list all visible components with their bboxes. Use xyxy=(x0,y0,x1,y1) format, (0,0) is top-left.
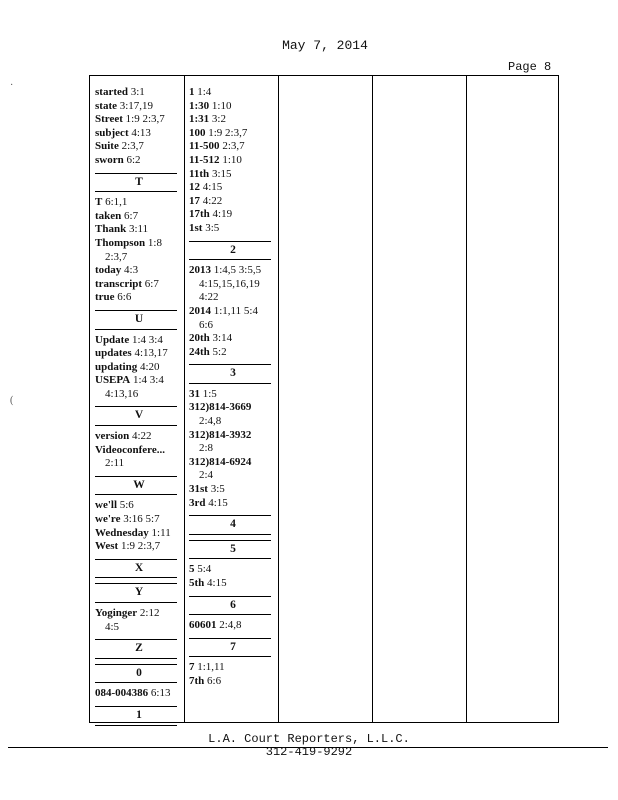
index-entry xyxy=(95,540,183,554)
section-rule xyxy=(95,310,177,311)
index-word: T xyxy=(95,196,103,209)
index-refs: 4:15 xyxy=(205,496,228,509)
section-letter: 7 xyxy=(230,640,236,653)
index-refs: 3:2 xyxy=(209,113,226,126)
index-word: version xyxy=(95,430,130,443)
section-rule xyxy=(95,682,177,683)
index-refs: 6:6 xyxy=(114,291,132,304)
index-entry xyxy=(95,223,183,237)
index-refs: 3:5 xyxy=(202,221,220,234)
index-refs: 4:22 xyxy=(200,194,223,207)
index-refs-continued: 4:5 xyxy=(105,620,120,633)
index-entry xyxy=(95,444,183,458)
index-word: we'll xyxy=(95,499,117,512)
section-rule xyxy=(189,241,271,242)
index-word: 7th xyxy=(189,674,205,687)
index-word: Street xyxy=(95,113,123,126)
index-word: today xyxy=(95,264,122,277)
index-entry xyxy=(189,442,277,456)
section-rule xyxy=(189,614,271,615)
index-entry xyxy=(95,113,183,127)
index-refs: 3:11 xyxy=(126,223,149,236)
page-number: Page 8 xyxy=(508,60,552,74)
index-word: 2013 xyxy=(189,264,211,277)
index-refs: 4:15 xyxy=(204,577,227,589)
section-rule xyxy=(189,515,271,516)
index-entry xyxy=(95,210,183,224)
index-word: Videoconfere... xyxy=(95,443,165,456)
index-entry xyxy=(189,415,277,429)
section-letter: 5 xyxy=(230,542,236,555)
index-refs: 6:7 xyxy=(121,209,139,222)
index-refs: 6:1,1 xyxy=(102,196,128,209)
index-entry xyxy=(189,86,277,100)
index-refs: 1:9 2:3,7 xyxy=(205,126,248,139)
index-refs: 1:9 2:3,7 xyxy=(122,113,165,126)
index-entry xyxy=(189,497,277,511)
index-refs: 1:4 xyxy=(194,86,212,98)
index-word: USEPA xyxy=(95,374,131,387)
section-rule xyxy=(95,425,177,426)
index-refs: 6:13 xyxy=(148,687,171,700)
index-entry xyxy=(189,563,277,577)
index-entry xyxy=(189,483,277,497)
index-entry xyxy=(95,196,183,210)
index-entry xyxy=(189,577,277,591)
index-entry xyxy=(189,291,277,305)
index-entry xyxy=(189,208,277,222)
index-refs: 5:6 xyxy=(117,499,134,512)
section-rule xyxy=(95,476,177,477)
section-letter: 1 xyxy=(136,708,142,721)
index-entry xyxy=(189,401,277,415)
section-rule xyxy=(189,638,271,639)
index-entry xyxy=(95,127,183,141)
index-word: updates xyxy=(95,347,132,360)
index-refs: 5:4 xyxy=(194,563,212,576)
index-entry xyxy=(189,429,277,443)
index-word: transcript xyxy=(95,277,143,290)
index-refs: 1:1,11 xyxy=(194,661,225,674)
index-refs-continued: 2:4 xyxy=(199,469,214,482)
section-letter: T xyxy=(135,175,143,188)
index-refs: 4:13 xyxy=(128,126,151,139)
index-entry xyxy=(189,619,277,633)
section-letter: W xyxy=(133,478,145,491)
section-letter: 0 xyxy=(136,666,142,679)
section-rule xyxy=(189,558,271,559)
index-word: Yoginger xyxy=(95,607,138,619)
index-word: 11-512 xyxy=(189,153,220,166)
index-word: Thank xyxy=(95,223,127,236)
index-refs: 4:15 xyxy=(200,181,223,194)
index-refs: 1:4,5 3:5,5 xyxy=(211,264,262,277)
index-refs: 3:14 xyxy=(209,332,233,345)
index-word: sworn xyxy=(95,153,124,166)
index-entry xyxy=(189,456,277,470)
index-refs: 2:12 xyxy=(137,607,160,619)
index-word: true xyxy=(95,291,115,304)
index-entry xyxy=(189,675,277,689)
index-word: 2014 xyxy=(189,304,211,317)
index-word: we're xyxy=(95,513,121,526)
margin-mark: · xyxy=(10,80,14,91)
section-rule xyxy=(95,577,177,578)
index-refs-continued: 6:6 xyxy=(199,318,214,331)
index-word: 312)814-6924 xyxy=(189,455,252,468)
index-entry xyxy=(95,86,183,100)
index-entry xyxy=(95,513,183,527)
index-entry xyxy=(189,100,277,114)
index-word: 3rd xyxy=(189,496,206,509)
index-word: 5 xyxy=(189,563,195,576)
section-letter: X xyxy=(134,561,144,574)
index-word: 20th xyxy=(189,332,210,345)
index-refs-continued: 2:8 xyxy=(199,442,214,455)
index-refs: 3:15 xyxy=(209,167,232,180)
index-word: 31st xyxy=(189,483,208,496)
index-word: 60601 xyxy=(189,619,217,632)
index-entry xyxy=(95,140,183,154)
column-divider xyxy=(278,75,279,723)
index-word: 312)814-3669 xyxy=(189,401,252,414)
index-refs: 1:10 xyxy=(209,99,232,112)
section-rule xyxy=(95,706,177,707)
index-refs: 1:9 2:3,7 xyxy=(118,540,161,553)
index-word: 1:30 xyxy=(189,99,210,112)
index-entry xyxy=(189,195,277,209)
index-entry xyxy=(189,168,277,182)
index-refs: 2:4,8 xyxy=(216,619,242,632)
index-refs: 4:22 xyxy=(129,430,152,443)
index-refs-continued: 4:13,16 xyxy=(105,387,139,400)
index-entry xyxy=(95,607,183,621)
index-entry xyxy=(189,181,277,195)
footer-phone: 312-419-9292 xyxy=(265,745,353,759)
section-rule xyxy=(95,191,177,192)
index-word: started xyxy=(95,86,128,98)
section-rule xyxy=(95,725,177,726)
index-entry xyxy=(95,278,183,292)
index-entry xyxy=(95,374,183,388)
section-letter: 3 xyxy=(230,367,236,380)
index-word: state xyxy=(95,99,117,112)
index-refs: 1:5 xyxy=(200,387,217,400)
index-entry xyxy=(189,154,277,168)
section-rule xyxy=(95,639,177,640)
index-entry xyxy=(189,319,277,333)
index-entry xyxy=(95,361,183,375)
index-entry xyxy=(95,388,183,402)
index-refs: 1:1,11 5:4 xyxy=(211,304,258,317)
index-refs: 6:6 xyxy=(204,674,222,687)
index-entry xyxy=(95,347,183,361)
index-word: 24th xyxy=(189,345,210,358)
index-entry xyxy=(95,237,183,251)
index-word: 17 xyxy=(189,194,200,207)
index-entry xyxy=(95,527,183,541)
index-entry xyxy=(189,661,277,675)
index-entry xyxy=(189,388,277,402)
index-entry xyxy=(95,251,183,265)
index-word: West xyxy=(95,540,119,553)
index-word: 17th xyxy=(189,208,210,221)
index-refs: 1:8 xyxy=(145,236,162,249)
section-rule xyxy=(95,406,177,407)
section-rule xyxy=(189,364,271,365)
index-refs: 4:3 xyxy=(121,264,139,277)
index-word: Suite xyxy=(95,140,119,153)
index-entry xyxy=(95,291,183,305)
section-letter: 2 xyxy=(230,243,236,256)
index-word: 7 xyxy=(189,661,195,674)
index-refs: 1:4 3:4 xyxy=(129,333,163,346)
section-rule xyxy=(95,664,177,665)
index-word: 5th xyxy=(189,577,205,589)
index-refs: 1:11 xyxy=(148,526,171,539)
index-column-1 xyxy=(95,86,183,730)
index-refs: 4:13,17 xyxy=(131,347,168,360)
section-letter: Y xyxy=(134,586,144,599)
section-rule xyxy=(95,658,177,659)
index-entry xyxy=(189,469,277,483)
section-rule xyxy=(95,583,177,584)
index-word: 312)814-3932 xyxy=(189,428,252,441)
index-word: 31 xyxy=(189,387,200,400)
index-refs: 6:2 xyxy=(123,153,141,166)
index-refs-continued: 2:11 xyxy=(105,457,125,470)
section-rule xyxy=(95,173,177,174)
section-letter: 4 xyxy=(230,518,236,531)
section-rule xyxy=(95,494,177,495)
index-entry xyxy=(189,113,277,127)
index-refs-continued: 2:3,7 xyxy=(105,250,128,263)
index-refs-continued: 2:4,8 xyxy=(199,415,222,428)
index-refs: 3:16 5:7 xyxy=(120,513,160,526)
index-entry xyxy=(189,332,277,346)
index-word: 12 xyxy=(189,181,200,194)
column-divider xyxy=(372,75,373,723)
index-entry xyxy=(189,278,277,292)
section-rule xyxy=(189,656,271,657)
index-entry xyxy=(95,100,183,114)
index-refs: 2:3,7 xyxy=(219,140,245,153)
index-word: 100 xyxy=(189,126,206,139)
index-entry xyxy=(189,305,277,319)
section-rule xyxy=(189,383,271,384)
section-letter: V xyxy=(134,409,144,422)
section-rule xyxy=(189,596,271,597)
index-refs: 4:20 xyxy=(137,360,160,373)
index-entry xyxy=(95,621,183,635)
index-refs: 3:5 xyxy=(207,483,225,496)
index-word: 11-500 xyxy=(189,140,220,153)
index-entry xyxy=(189,127,277,141)
index-refs: 3:1 xyxy=(128,86,145,98)
index-entry xyxy=(95,334,183,348)
index-word: 11th xyxy=(189,167,210,180)
section-rule xyxy=(189,534,271,535)
index-word: 1st xyxy=(189,221,203,234)
section-rule xyxy=(95,602,177,603)
index-entry xyxy=(189,264,277,278)
index-refs-continued: 4:15,15,16,19 xyxy=(199,277,260,290)
index-refs: 4:19 xyxy=(209,208,233,221)
index-word: Update xyxy=(95,333,130,346)
column-divider xyxy=(466,75,467,723)
column-divider xyxy=(184,75,185,723)
section-rule xyxy=(95,559,177,560)
index-word: subject xyxy=(95,126,129,139)
index-refs: 2:3,7 xyxy=(118,140,144,153)
section-rule xyxy=(189,259,271,260)
index-refs: 3:17,19 xyxy=(117,99,154,112)
date-header: May 7, 2014 xyxy=(282,38,368,53)
index-refs: 6:7 xyxy=(142,277,159,290)
section-letter: U xyxy=(134,312,144,325)
footer-company: L.A. Court Reporters, L.L.C. xyxy=(208,732,410,746)
section-rule xyxy=(95,329,177,330)
index-word: 1:31 xyxy=(189,113,210,126)
index-word: updating xyxy=(95,360,138,373)
footer xyxy=(0,733,618,759)
index-entry xyxy=(95,499,183,513)
index-word: taken xyxy=(95,209,122,222)
index-refs-continued: 4:22 xyxy=(199,291,219,304)
index-entry xyxy=(95,457,183,471)
index-column-2 xyxy=(189,86,277,689)
index-entry xyxy=(95,264,183,278)
index-refs: 1:10 xyxy=(219,153,242,166)
section-letter: 6 xyxy=(230,598,236,611)
index-refs: 5:2 xyxy=(209,345,227,358)
index-word: Thompson xyxy=(95,236,146,249)
margin-mark: ( xyxy=(10,395,14,406)
section-letter: Z xyxy=(135,642,143,655)
index-refs: 1:4 3:4 xyxy=(130,374,164,387)
section-rule xyxy=(189,540,271,541)
index-word: Wednesday xyxy=(95,526,149,539)
index-entry xyxy=(95,687,183,701)
index-entry xyxy=(189,222,277,236)
index-entry xyxy=(189,346,277,360)
index-entry xyxy=(95,154,183,168)
index-word: 084-004386 xyxy=(95,687,149,700)
index-word: 1 xyxy=(189,86,195,98)
index-entry xyxy=(189,140,277,154)
index-entry xyxy=(95,430,183,444)
